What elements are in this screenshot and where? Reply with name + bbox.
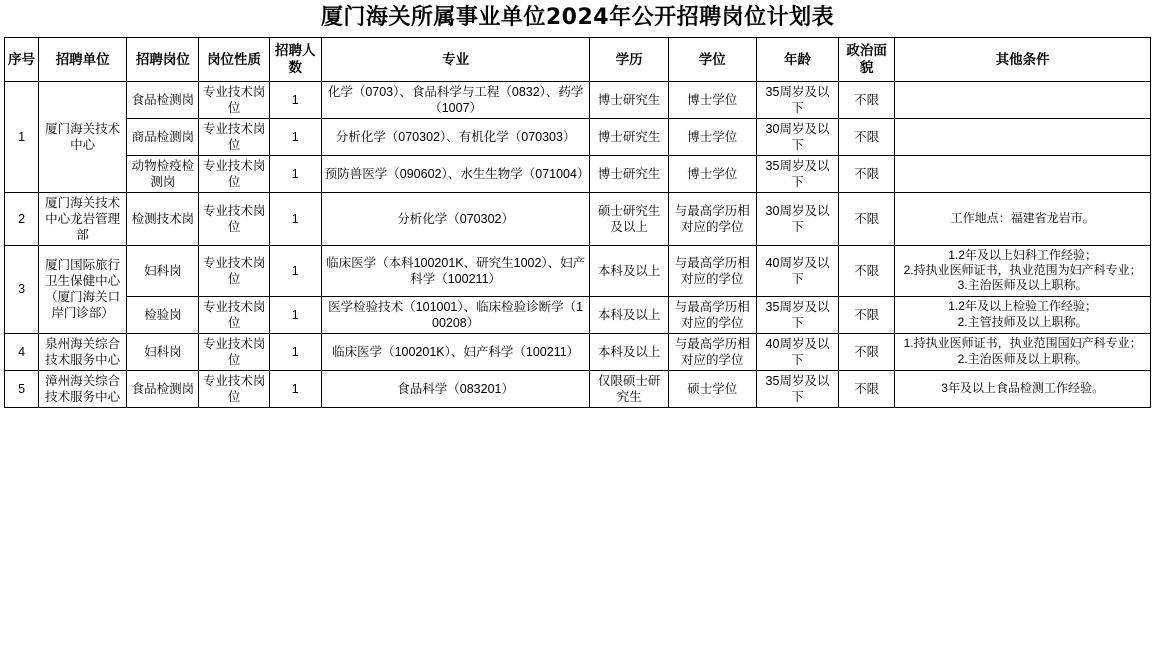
cell-age: 35周岁及以下 bbox=[756, 370, 838, 407]
cell-nature: 专业技术岗位 bbox=[199, 296, 269, 333]
cell-unit: 厦门海关技术中心 bbox=[39, 81, 127, 192]
column-header-political: 政治面貌 bbox=[839, 38, 895, 82]
cell-seq: 1 bbox=[5, 81, 39, 192]
cell-count: 1 bbox=[269, 333, 321, 370]
cell-other: 1.2年及以上妇科工作经验； 2.持执业医师证书，执业范围为妇产科专业； 3.主治医师及以上职称。 bbox=[895, 245, 1151, 296]
cell-political: 不限 bbox=[839, 155, 895, 192]
cell-count: 1 bbox=[269, 245, 321, 296]
column-header-seq: 序号 bbox=[5, 38, 39, 82]
cell-count: 1 bbox=[269, 370, 321, 407]
cell-political: 不限 bbox=[839, 370, 895, 407]
cell-education: 博士研究生 bbox=[590, 81, 668, 118]
cell-major: 临床医学（本科100201K、研究生1002）、妇产科学（100211） bbox=[321, 245, 590, 296]
cell-count: 1 bbox=[269, 118, 321, 155]
column-header-major: 专业 bbox=[321, 38, 590, 82]
cell-age: 35周岁及以下 bbox=[756, 81, 838, 118]
cell-education: 本科及以上 bbox=[590, 333, 668, 370]
cell-major: 医学检验技术（101001）、临床检验诊断学（100208） bbox=[321, 296, 590, 333]
column-header-age: 年龄 bbox=[756, 38, 838, 82]
cell-education: 博士研究生 bbox=[590, 118, 668, 155]
cell-seq: 2 bbox=[5, 192, 39, 245]
cell-count: 1 bbox=[269, 296, 321, 333]
cell-degree: 博士学位 bbox=[668, 155, 756, 192]
cell-education: 仅限硕士研究生 bbox=[590, 370, 668, 407]
cell-education: 博士研究生 bbox=[590, 155, 668, 192]
cell-count: 1 bbox=[269, 81, 321, 118]
cell-age: 40周岁及以下 bbox=[756, 245, 838, 296]
table-row bbox=[5, 333, 1151, 370]
column-header-count: 招聘人数 bbox=[269, 38, 321, 82]
cell-age: 40周岁及以下 bbox=[756, 333, 838, 370]
cell-education: 硕士研究生及以上 bbox=[590, 192, 668, 245]
column-header-nature: 岗位性质 bbox=[199, 38, 269, 82]
cell-age: 35周岁及以下 bbox=[756, 296, 838, 333]
cell-other bbox=[895, 118, 1151, 155]
table-row bbox=[5, 155, 1151, 192]
cell-education: 本科及以上 bbox=[590, 296, 668, 333]
cell-post: 妇科岗 bbox=[127, 245, 199, 296]
cell-count: 1 bbox=[269, 155, 321, 192]
cell-seq: 5 bbox=[5, 370, 39, 407]
table-row bbox=[5, 81, 1151, 118]
cell-political: 不限 bbox=[839, 118, 895, 155]
column-header-degree: 学位 bbox=[668, 38, 756, 82]
cell-other: 3年及以上食品检测工作经验。 bbox=[895, 370, 1151, 407]
cell-other: 1.持执业医师证书，执业范围国妇产科专业； 2.主治医师及以上职称。 bbox=[895, 333, 1151, 370]
cell-age: 30周岁及以下 bbox=[756, 118, 838, 155]
cell-political: 不限 bbox=[839, 81, 895, 118]
cell-post: 食品检测岗 bbox=[127, 81, 199, 118]
cell-degree: 博士学位 bbox=[668, 118, 756, 155]
cell-post: 检验岗 bbox=[127, 296, 199, 333]
cell-nature: 专业技术岗位 bbox=[199, 155, 269, 192]
page-title: 厦门海关所属事业单位2024年公开招聘岗位计划表 bbox=[320, 5, 835, 30]
table-row bbox=[5, 370, 1151, 407]
cell-other: 工作地点：福建省龙岩市。 bbox=[895, 192, 1151, 245]
cell-count: 1 bbox=[269, 192, 321, 245]
cell-degree: 与最高学历相对应的学位 bbox=[668, 296, 756, 333]
cell-unit: 泉州海关综合技术服务中心 bbox=[39, 333, 127, 370]
cell-nature: 专业技术岗位 bbox=[199, 118, 269, 155]
cell-major: 化学（0703）、食品科学与工程（0832）、药学（1007） bbox=[321, 81, 590, 118]
cell-nature: 专业技术岗位 bbox=[199, 81, 269, 118]
cell-unit: 厦门海关技术中心龙岩管理部 bbox=[39, 192, 127, 245]
cell-seq: 3 bbox=[5, 245, 39, 333]
cell-major: 临床医学（100201K）、妇产科学（100211） bbox=[321, 333, 590, 370]
cell-education: 本科及以上 bbox=[590, 245, 668, 296]
cell-age: 35周岁及以下 bbox=[756, 155, 838, 192]
cell-post: 食品检测岗 bbox=[127, 370, 199, 407]
column-header-other: 其他条件 bbox=[895, 38, 1151, 82]
cell-major: 食品科学（083201） bbox=[321, 370, 590, 407]
cell-unit: 厦门国际旅行卫生保健中心（厦门海关口岸门诊部） bbox=[39, 245, 127, 333]
cell-political: 不限 bbox=[839, 296, 895, 333]
table-row bbox=[5, 296, 1151, 333]
cell-degree: 与最高学历相对应的学位 bbox=[668, 333, 756, 370]
cell-major: 分析化学（070302）、有机化学（070303） bbox=[321, 118, 590, 155]
cell-political: 不限 bbox=[839, 333, 895, 370]
cell-political: 不限 bbox=[839, 192, 895, 245]
cell-nature: 专业技术岗位 bbox=[199, 192, 269, 245]
cell-degree: 硕士学位 bbox=[668, 370, 756, 407]
cell-degree: 与最高学历相对应的学位 bbox=[668, 245, 756, 296]
cell-post: 妇科岗 bbox=[127, 333, 199, 370]
cell-political: 不限 bbox=[839, 245, 895, 296]
table-row bbox=[5, 192, 1151, 245]
column-header-post: 招聘岗位 bbox=[127, 38, 199, 82]
cell-other: 1.2年及以上检验工作经验； 2.主管技师及以上职称。 bbox=[895, 296, 1151, 333]
table-row bbox=[5, 245, 1151, 296]
recruitment-plan-table bbox=[4, 37, 1151, 408]
cell-nature: 专业技术岗位 bbox=[199, 245, 269, 296]
cell-major: 分析化学（070302） bbox=[321, 192, 590, 245]
cell-nature: 专业技术岗位 bbox=[199, 370, 269, 407]
cell-other bbox=[895, 155, 1151, 192]
column-header-unit: 招聘单位 bbox=[39, 38, 127, 82]
table-row bbox=[5, 118, 1151, 155]
column-header-education: 学历 bbox=[590, 38, 668, 82]
cell-post: 商品检测岗 bbox=[127, 118, 199, 155]
cell-unit: 漳州海关综合技术服务中心 bbox=[39, 370, 127, 407]
cell-seq: 4 bbox=[5, 333, 39, 370]
cell-post: 动物检疫检测岗 bbox=[127, 155, 199, 192]
cell-degree: 博士学位 bbox=[668, 81, 756, 118]
cell-degree: 与最高学历相对应的学位 bbox=[668, 192, 756, 245]
cell-age: 30周岁及以下 bbox=[756, 192, 838, 245]
cell-post: 检测技术岗 bbox=[127, 192, 199, 245]
cell-major: 预防兽医学（090602）、水生生物学（071004） bbox=[321, 155, 590, 192]
table-header-row bbox=[5, 38, 1151, 82]
cell-other bbox=[895, 81, 1151, 118]
cell-nature: 专业技术岗位 bbox=[199, 333, 269, 370]
